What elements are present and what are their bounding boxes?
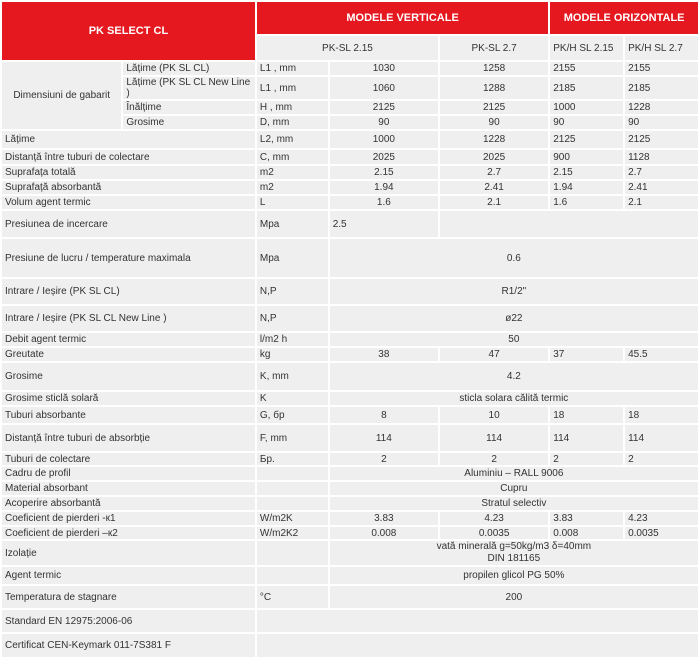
table-cell: Dimensiuni de gabarit [2, 62, 121, 129]
model-header: PK-SL 2.7 [440, 36, 548, 60]
table-cell: kg [257, 348, 328, 361]
table-cell: Presiune de lucru / temperature maximala [2, 239, 255, 277]
table-row [2, 211, 698, 237]
table-cell: 1.94 [550, 181, 623, 194]
table-cell: °C [257, 586, 328, 608]
table-title: PK SELECT CL [2, 2, 255, 60]
table-cell: Presiunea de incercare [2, 211, 255, 237]
table-cell: 2155 [550, 62, 623, 75]
table-cell: Agent termic [2, 567, 255, 584]
table-cell: Material absorbant [2, 482, 255, 495]
table-row [2, 166, 698, 179]
table-cell: 1000 [330, 131, 438, 148]
table-cell: Tuburi de colectare [2, 453, 255, 465]
table-cell [440, 211, 698, 237]
table-cell: L2, mm [257, 131, 328, 148]
table-cell [257, 482, 328, 495]
table-cell: Cupru [330, 482, 698, 495]
table-cell [257, 497, 328, 510]
table-row [2, 150, 698, 164]
table-cell: L1 , mm [257, 77, 328, 99]
table-row [2, 181, 698, 194]
model-header: PK/H SL 2.7 [625, 36, 698, 60]
table-row [2, 567, 698, 584]
table-cell: Volum agent termic [2, 196, 255, 209]
table-cell: 1128 [625, 150, 698, 164]
table-cell: Intrare / Ieșire (PK SL CL New Line ) [2, 306, 255, 331]
table-cell: 38 [330, 348, 438, 361]
table-cell: 37 [550, 348, 623, 361]
table-cell: N,P [257, 306, 328, 331]
table-cell: N,P [257, 279, 328, 304]
table-cell: Stratul selectiv [330, 497, 698, 510]
cell-line: vată minerală g=50kg/m3 δ=40mm [436, 541, 592, 552]
table-cell: 2125 [330, 101, 438, 114]
table-cell: 1228 [625, 101, 698, 114]
table-cell: Aluminiu – RALL 9006 [330, 467, 698, 480]
table-cell: 2.15 [550, 166, 623, 179]
table-row [2, 306, 698, 331]
table-cell: 114 [550, 425, 623, 451]
table-cell: 1.6 [550, 196, 623, 209]
table-cell: Lățime [2, 131, 255, 148]
table-cell: 4.23 [625, 512, 698, 525]
table-row [2, 610, 698, 632]
table-body [2, 62, 698, 657]
table-row [2, 541, 698, 565]
table-cell: F, mm [257, 425, 328, 451]
table-row [2, 512, 698, 525]
table-cell: 114 [330, 425, 438, 451]
table-cell: K, mm [257, 363, 328, 390]
table-cell: 0.6 [330, 239, 698, 277]
table-cell: 3.83 [330, 512, 438, 525]
table-cell: Coeficient de pierderi –к2 [2, 527, 255, 539]
table-cell: 0.008 [550, 527, 623, 539]
table-cell: Cadru de profil [2, 467, 255, 480]
table-cell: 2 [625, 453, 698, 465]
table-cell: Lățime (PK SL CL New Line ) [123, 77, 255, 99]
table-cell: m2 [257, 181, 328, 194]
table-row [2, 467, 698, 480]
table-cell: 2025 [330, 150, 438, 164]
table-cell: K [257, 392, 328, 405]
table-cell: Suprafață absorbantă [2, 181, 255, 194]
table-cell: l/m2 h [257, 333, 328, 346]
table-cell: sticla solara călită termic [330, 392, 698, 405]
table-cell: 8 [330, 407, 438, 423]
table-cell: 4.2 [330, 363, 698, 390]
table-cell: 2.15 [330, 166, 438, 179]
table-cell: ø22 [330, 306, 698, 331]
horizontal-models-header: MODELE ORIZONTALE [550, 2, 698, 34]
table-cell: 50 [330, 333, 698, 346]
table-cell: 90 [625, 116, 698, 129]
table-cell: 2125 [625, 131, 698, 148]
table-cell: 3.83 [550, 512, 623, 525]
table-row [2, 527, 698, 539]
table-row [2, 407, 698, 423]
table-cell: 10 [440, 407, 548, 423]
table-cell: 2.41 [440, 181, 548, 194]
table-cell: 2.7 [440, 166, 548, 179]
table-row [2, 453, 698, 465]
table-cell: 45.5 [625, 348, 698, 361]
table-cell: 2 [550, 453, 623, 465]
table-cell: Înălțime [123, 101, 255, 114]
table-row [2, 497, 698, 510]
model-header: PK-SL 2.15 [257, 36, 438, 60]
table-cell: 2.1 [440, 196, 548, 209]
table-cell: 0.0035 [440, 527, 548, 539]
table-cell: 2185 [625, 77, 698, 99]
table-row [2, 363, 698, 390]
table-cell: 114 [625, 425, 698, 451]
table-cell: m2 [257, 166, 328, 179]
table-row [2, 196, 698, 209]
table-cell: C, mm [257, 150, 328, 164]
table-cell: Mpa [257, 211, 328, 237]
table-row [2, 333, 698, 346]
cell-line: DIN 181165 [487, 553, 541, 564]
table-cell: 2025 [440, 150, 548, 164]
table-cell [257, 610, 698, 632]
table-cell: 2155 [625, 62, 698, 75]
table-cell: 2.41 [625, 181, 698, 194]
table-cell: 114 [440, 425, 548, 451]
table-cell: 2.1 [625, 196, 698, 209]
table-row [2, 482, 698, 495]
table-cell: 200 [330, 586, 698, 608]
table-cell: 1.6 [330, 196, 438, 209]
table-row [2, 131, 698, 148]
table-row [2, 425, 698, 451]
table-cell: Grosime [2, 363, 255, 390]
table-cell: 2125 [550, 131, 623, 148]
vertical-models-header: MODELE VERTICALE [257, 2, 548, 34]
table-row [2, 62, 698, 75]
table-cell: 18 [625, 407, 698, 423]
table-row [2, 348, 698, 361]
table-cell [257, 634, 698, 657]
table-cell [330, 541, 698, 565]
table-cell: Distanță între tuburi de colectare [2, 150, 255, 164]
table-cell: Greutate [2, 348, 255, 361]
table-cell: H , mm [257, 101, 328, 114]
table-cell: G, бр [257, 407, 328, 423]
table-cell: 90 [550, 116, 623, 129]
table-cell: Standard EN 12975:2006-06 [2, 610, 255, 632]
table-cell: 2 [330, 453, 438, 465]
table-cell: 2.7 [625, 166, 698, 179]
table-cell: Intrare / Ieșire (PK SL CL) [2, 279, 255, 304]
table-cell: W/m2K2 [257, 527, 328, 539]
table-cell [257, 567, 328, 584]
table-cell: propilen glicol PG 50% [330, 567, 698, 584]
table-cell: 900 [550, 150, 623, 164]
table-cell: Debit agent termic [2, 333, 255, 346]
table-cell: Temperatura de stagnare [2, 586, 255, 608]
table-cell: Lățime (PK SL CL) [123, 62, 255, 75]
table-cell: 2125 [440, 101, 548, 114]
table-cell: R1/2" [330, 279, 698, 304]
table-row [2, 239, 698, 277]
table-cell: 1030 [330, 62, 438, 75]
table-cell: Grosime sticlă solară [2, 392, 255, 405]
table-cell: Certificat CEN-Keymark 011-7S381 F [2, 634, 255, 657]
table-cell: 1288 [440, 77, 548, 99]
table-cell: 90 [330, 116, 438, 129]
table-cell: Mpa [257, 239, 328, 277]
table-cell: 0.008 [330, 527, 438, 539]
table-cell: 47 [440, 348, 548, 361]
table-cell: Acoperire absorbantă [2, 497, 255, 510]
table-cell: W/m2K [257, 512, 328, 525]
table-cell: 1060 [330, 77, 438, 99]
table-cell: Бр. [257, 453, 328, 465]
table-cell: Distanță între tuburi de absorbție [2, 425, 255, 451]
table-cell: 1000 [550, 101, 623, 114]
table-cell: D, mm [257, 116, 328, 129]
table-cell: 18 [550, 407, 623, 423]
table-cell: Izolație [2, 541, 255, 565]
table-row [2, 634, 698, 657]
table-cell: 0.0035 [625, 527, 698, 539]
table-row [2, 586, 698, 608]
table-cell: 2185 [550, 77, 623, 99]
table-cell: Suprafața totală [2, 166, 255, 179]
table-row [2, 279, 698, 304]
table-row [2, 392, 698, 405]
table-cell: Coeficient de pierderi -к1 [2, 512, 255, 525]
table-cell [257, 541, 328, 565]
table-cell: Grosime [123, 116, 255, 129]
table-cell: 1228 [440, 131, 548, 148]
table-cell [257, 467, 328, 480]
table-cell: L1 , mm [257, 62, 328, 75]
table-cell: L [257, 196, 328, 209]
table-cell: 1258 [440, 62, 548, 75]
table-cell: 1.94 [330, 181, 438, 194]
table-cell: 2.5 [330, 211, 438, 237]
table-cell: 2 [440, 453, 548, 465]
table-cell: Tuburi absorbante [2, 407, 255, 423]
table-cell: 4.23 [440, 512, 548, 525]
table-cell: 90 [440, 116, 548, 129]
model-header: PK/H SL 2.15 [550, 36, 623, 60]
